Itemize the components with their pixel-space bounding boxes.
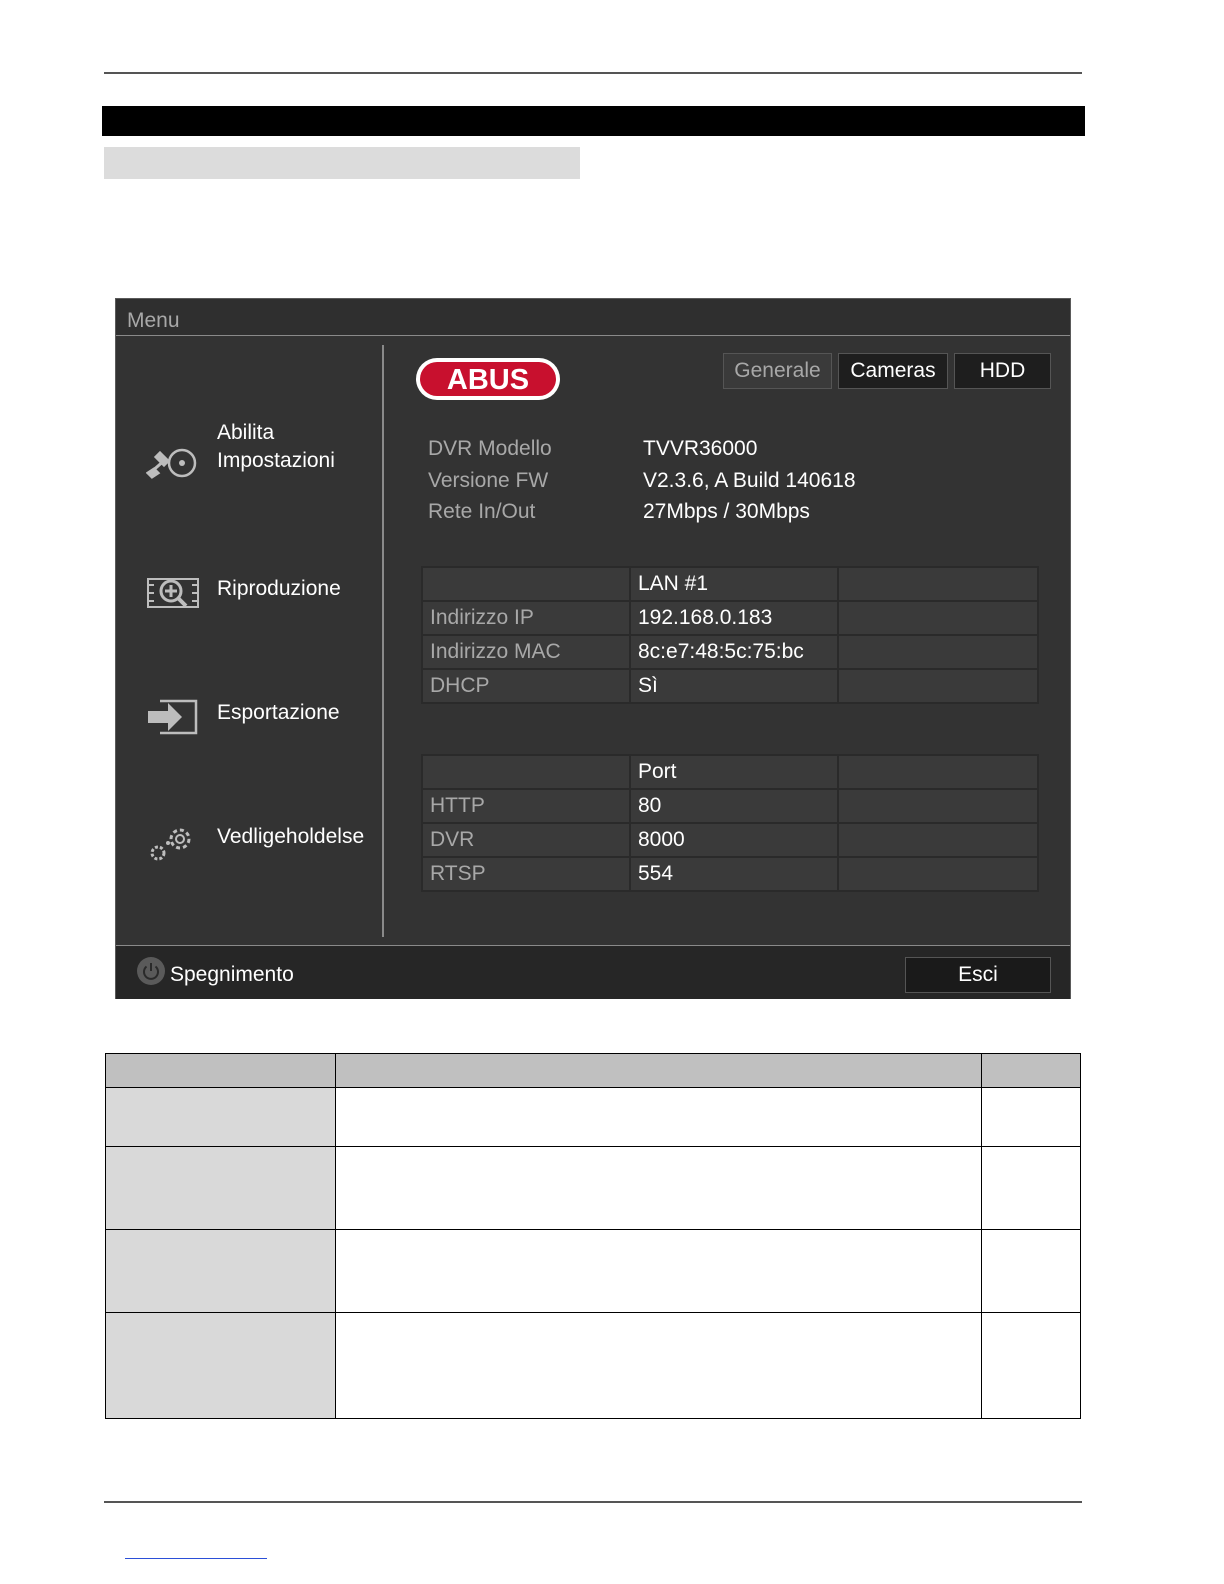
table-row xyxy=(422,857,1038,891)
table-row xyxy=(422,823,1038,857)
table-cell xyxy=(838,669,1038,703)
table-value-cell: 8c:e7:48:5c:75:bc xyxy=(630,635,838,669)
subsection-title-bar xyxy=(104,147,580,179)
header-rule xyxy=(104,72,1082,74)
sidebar-label-settings: Abilita Impostazioni xyxy=(217,421,335,472)
table-cell xyxy=(838,823,1038,857)
tab-generale[interactable]: Generale xyxy=(723,353,832,389)
exit-button[interactable]: Esci xyxy=(905,957,1051,993)
table-cell xyxy=(838,857,1038,891)
tab-cameras[interactable]: Cameras xyxy=(838,353,948,389)
table-header-cell: LAN #1 xyxy=(630,567,838,601)
table-row xyxy=(422,601,1038,635)
table-cell xyxy=(106,1088,336,1147)
footer-rule xyxy=(104,1501,1082,1503)
section-title-bar xyxy=(102,106,1085,136)
tab-hdd[interactable]: HDD xyxy=(954,353,1051,389)
table-row xyxy=(422,789,1038,823)
lan-table xyxy=(421,566,1039,704)
table-value-cell: 80 xyxy=(630,789,838,823)
table-key-cell: HTTP xyxy=(422,789,630,823)
info-value-network-io: 27Mbps / 30Mbps xyxy=(643,500,810,523)
table-cell xyxy=(106,1313,336,1419)
info-label-network-io: Rete In/Out xyxy=(428,500,536,523)
sidebar-label-playback: Riproduzione xyxy=(217,577,341,600)
info-value-firmware: V2.3.6, A Build 140618 xyxy=(643,469,856,492)
table-cell xyxy=(982,1147,1081,1230)
table-cell xyxy=(106,1147,336,1230)
table-header-cell xyxy=(336,1054,982,1088)
table-row xyxy=(422,669,1038,703)
table-cell xyxy=(838,789,1038,823)
table-cell xyxy=(982,1313,1081,1419)
footer-link-underline[interactable] xyxy=(125,1558,267,1559)
table-row xyxy=(106,1088,1081,1147)
table-cell xyxy=(422,755,630,789)
table-cell xyxy=(336,1230,982,1313)
wrench-disc-icon xyxy=(146,443,200,483)
description-table xyxy=(105,1053,1081,1419)
table-cell xyxy=(838,635,1038,669)
dvr-footer xyxy=(116,945,1070,999)
table-value-cell: 192.168.0.183 xyxy=(630,601,838,635)
sidebar-item-settings[interactable] xyxy=(116,417,382,487)
table-cell xyxy=(336,1088,982,1147)
table-cell xyxy=(106,1230,336,1313)
table-cell xyxy=(422,567,630,601)
table-header-row xyxy=(422,755,1038,789)
info-label-firmware: Versione FW xyxy=(428,469,549,492)
table-cell xyxy=(982,1230,1081,1313)
logo-text: ABUS xyxy=(446,364,530,396)
table-value-cell: Sì xyxy=(630,669,838,703)
sidebar-label-export: Esportazione xyxy=(217,701,340,724)
sidebar-item-playback[interactable] xyxy=(116,561,382,631)
dvr-menu-window xyxy=(115,298,1071,999)
sidebar-item-maintenance[interactable] xyxy=(116,809,382,879)
sidebar-divider xyxy=(382,345,384,937)
window-title-bar xyxy=(116,299,1070,336)
sidebar-item-export[interactable] xyxy=(116,685,382,755)
table-key-cell: Indirizzo MAC xyxy=(422,635,630,669)
power-icon[interactable] xyxy=(136,956,166,986)
export-icon xyxy=(146,697,200,737)
table-header-cell xyxy=(982,1054,1081,1088)
table-key-cell: DHCP xyxy=(422,669,630,703)
table-row xyxy=(106,1147,1081,1230)
table-row xyxy=(106,1230,1081,1313)
table-key-cell: Indirizzo IP xyxy=(422,601,630,635)
table-value-cell: 554 xyxy=(630,857,838,891)
table-value-cell: 8000 xyxy=(630,823,838,857)
sidebar-label-maintenance: Vedligeholdelse xyxy=(217,825,365,848)
info-value-model: TVVR36000 xyxy=(643,437,758,460)
table-cell xyxy=(336,1147,982,1230)
table-row xyxy=(422,635,1038,669)
table-header-cell xyxy=(106,1054,336,1088)
table-header-row xyxy=(106,1054,1081,1088)
table-row xyxy=(106,1313,1081,1419)
playback-search-icon xyxy=(146,573,200,613)
window-title: Menu xyxy=(127,309,180,332)
table-header-row xyxy=(422,567,1038,601)
shutdown-button[interactable]: Spegnimento xyxy=(170,963,294,986)
table-cell xyxy=(982,1088,1081,1147)
table-key-cell: DVR xyxy=(422,823,630,857)
table-cell xyxy=(838,755,1038,789)
info-label-model: DVR Modello xyxy=(428,437,552,460)
table-cell xyxy=(838,601,1038,635)
table-key-cell: RTSP xyxy=(422,857,630,891)
table-header-cell: Port xyxy=(630,755,838,789)
abus-logo xyxy=(414,356,562,402)
gears-icon xyxy=(146,823,200,863)
table-cell xyxy=(336,1313,982,1419)
table-cell xyxy=(838,567,1038,601)
port-table xyxy=(421,754,1039,892)
